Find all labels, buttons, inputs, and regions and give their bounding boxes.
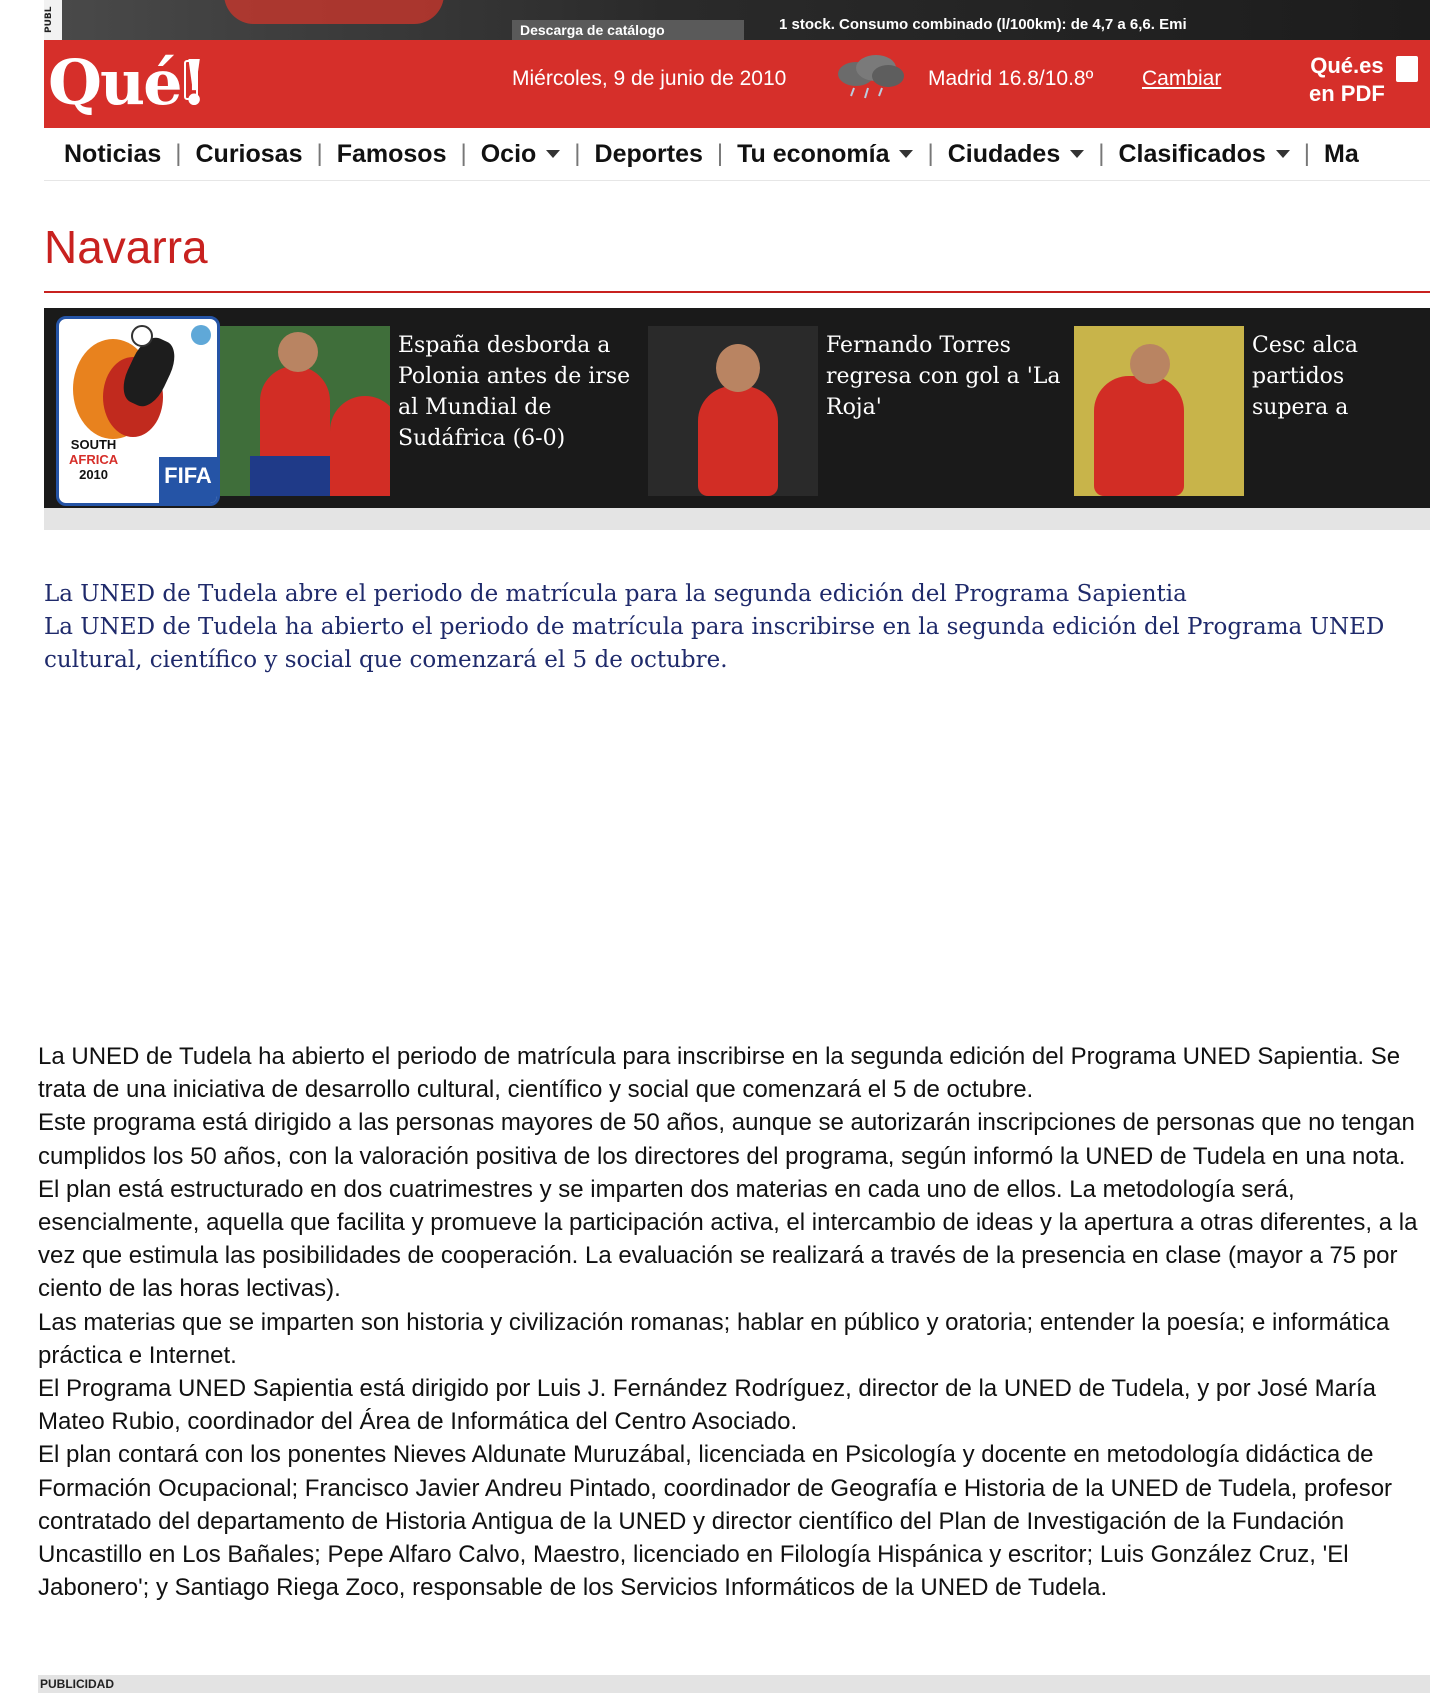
nav-label: Deportes	[594, 139, 703, 168]
nav-item-more[interactable]	[1310, 140, 1373, 169]
nav-item-curiosas[interactable]	[182, 140, 317, 169]
chevron-down-icon	[1276, 150, 1290, 158]
article-paragraph: El plan está estructurado en dos cuatrimestres y se imparten dos materias en cada uno de ellos. La metodología será, esencialmente, aquella que facilita y promueve la participación activa, el intercambio de ideas y la apertura a otras diferentes, a la vez que estimula las posibilidades de cooperación. La evaluación se realizará a través de la presencia en clase (mayor a 75 por ciento de las horas lectivas).	[38, 1175, 1418, 1303]
top-ad-banner[interactable]	[44, 0, 1430, 40]
article-paragraph: Las materias que se imparten son historia y civilización romanas; hablar en público y oratoria; entender la poesía; e informática práctica e Internet.	[38, 1308, 1390, 1369]
pdf-icon[interactable]	[1396, 56, 1418, 82]
ad-vertical-label: PUBL	[44, 0, 62, 40]
logo-line: SOUTH	[70, 437, 117, 452]
nav-item-ocio[interactable]	[467, 140, 575, 169]
logo-mark	[184, 60, 198, 100]
logo-text	[69, 437, 118, 482]
header-date: Miércoles, 9 de junio de 2010	[512, 67, 787, 90]
player-shape	[330, 396, 390, 496]
nav-label: Clasificados	[1118, 139, 1266, 168]
pdf-line-2: en PDF	[1309, 81, 1385, 106]
nav-separator: |	[175, 140, 182, 167]
news-thumbnail[interactable]	[220, 326, 390, 496]
nav-item-clasificados[interactable]	[1104, 140, 1303, 169]
nav-label: Ciudades	[947, 139, 1061, 168]
article-paragraph: Este programa está dirigido a las personas mayores de 50 años, aunque se autorizarán inscripciones de personas que no tengan cumplidos los 50 años, con la valoración positiva de los directores del programa, según informó la UNED de Tudela en una nota.	[38, 1109, 1415, 1170]
nav-separator: |	[927, 140, 934, 167]
article-paragraph: El plan contará con los ponentes Nieves Aldunate Muruzábal, licenciada en Psicología y docente en metodología didáctica de Formación Ocupacional; Francisco Javier Andreu Pintado, coordinador de Geografía e Historia de la UNED de Tudela, profesor contratado del departamento de Historia Antigua de la UNED y director científico del Plan de Investigación de la Fundación Uncastillo en Los Bañales; Pepe Alfaro Calvo, Maestro, licenciado en Filología Hispánica y escritor; Luis González Cruz, 'El Jabonero'; y Santiago Riega Zoco, responsable de los Servicios Informáticos de la UNED de Tudela.	[38, 1441, 1393, 1602]
car-image	[224, 0, 444, 24]
fifa-badge: FIFA	[159, 457, 217, 503]
nav-label: Curiosas	[195, 139, 303, 168]
section-divider	[44, 291, 1430, 293]
trophy-icon	[191, 325, 211, 345]
article-body	[38, 1040, 1430, 1604]
logo-line: 2010	[79, 467, 109, 482]
bottom-ad-banner[interactable]	[38, 1675, 1430, 1693]
nav-separator: |	[1098, 140, 1105, 167]
change-city-link[interactable]: Cambiar	[1142, 67, 1222, 90]
main-nav	[44, 128, 1430, 181]
article-lead: cultural, científico y social que comenzará el 5 de octubre.	[44, 647, 728, 673]
site-header	[44, 40, 1430, 128]
article-headline[interactable]: La UNED de Tudela abre el periodo de matrícula para la segunda edición del Programa Sapientia	[44, 581, 1187, 607]
nav-separator: |	[716, 140, 724, 167]
nav-separator: |	[1303, 140, 1310, 167]
news-card[interactable]	[220, 326, 660, 496]
chevron-down-icon	[546, 150, 560, 158]
news-thumbnail[interactable]	[1074, 326, 1244, 496]
nav-item-famosos[interactable]	[323, 140, 461, 169]
player-shape	[1094, 376, 1184, 496]
catalog-download-link[interactable]: Descarga de catálogo	[512, 20, 744, 40]
nav-item-noticias[interactable]	[44, 140, 175, 169]
chevron-down-icon	[899, 150, 913, 158]
world-cup-carousel	[44, 308, 1430, 508]
player-head	[716, 344, 760, 392]
player-head	[278, 332, 318, 372]
article-paragraph: La UNED de Tudela ha abierto el periodo de matrícula para inscribirse en la segunda edición del Programa UNED Sapientia. Se trata de una iniciativa de desarrollo cultural, científico y social que comenzará el 5 de octubre.	[38, 1043, 1401, 1104]
logo-line: AFRICA	[69, 452, 119, 467]
nav-item-tu-economia[interactable]	[723, 140, 927, 169]
news-card[interactable]	[648, 326, 1088, 496]
player-shape	[698, 386, 778, 496]
soccer-ball-icon	[131, 325, 153, 347]
article-lead: La UNED de Tudela ha abierto el periodo de matrícula para inscribirse en la segunda edición del Programa UNED	[44, 614, 1385, 640]
nav-separator: |	[460, 140, 467, 167]
article-paragraph: El Programa UNED Sapientia está dirigido por Luis J. Fernández Rodríguez, director de la UNED de Tudela, y por José María Mateo Rubio, coordinador del Área de Informática del Centro Asociado.	[38, 1375, 1376, 1436]
nav-item-deportes[interactable]	[581, 140, 717, 169]
nav-separator: |	[316, 140, 323, 167]
news-card[interactable]	[1074, 326, 1430, 496]
nav-label: Ma	[1324, 139, 1359, 168]
carousel-footer	[44, 508, 1430, 530]
news-caption[interactable]: España desborda a Polonia antes de irse al Mundial de Sudáfrica (6-0)	[398, 333, 631, 451]
rain-cloud-icon	[834, 54, 906, 100]
nav-label: Tu economía	[737, 139, 890, 168]
section-title: Navarra	[44, 221, 208, 273]
ad-consumption-text: 1 stock. Consumo combinado (l/100km): de 4,7 a 6,6. Emi	[779, 16, 1187, 33]
player-head	[1130, 344, 1170, 384]
nav-item-ciudades[interactable]	[934, 140, 1099, 169]
player-shorts	[250, 456, 340, 496]
site-logo[interactable]: Qué!	[48, 46, 206, 119]
header-weather-city: Madrid 16.8/10.8º	[928, 67, 1094, 90]
chevron-down-icon	[1070, 150, 1084, 158]
ad-label: PUBLICIDAD	[40, 1677, 114, 1691]
pdf-edition-link[interactable]	[1309, 52, 1385, 108]
nav-separator: |	[574, 140, 581, 167]
news-caption[interactable]: Cesc alca partidos supera a	[1252, 333, 1359, 420]
news-thumbnail[interactable]	[648, 326, 818, 496]
nav-label: Ocio	[480, 139, 537, 168]
article-summary	[44, 578, 1430, 677]
world-cup-logo[interactable]	[56, 316, 220, 506]
nav-label: Noticias	[64, 139, 162, 168]
pdf-line-1: Qué.es	[1310, 53, 1384, 78]
news-caption[interactable]: Fernando Torres regresa con gol a 'La Roja'	[826, 333, 1061, 420]
nav-label: Famosos	[336, 139, 447, 168]
